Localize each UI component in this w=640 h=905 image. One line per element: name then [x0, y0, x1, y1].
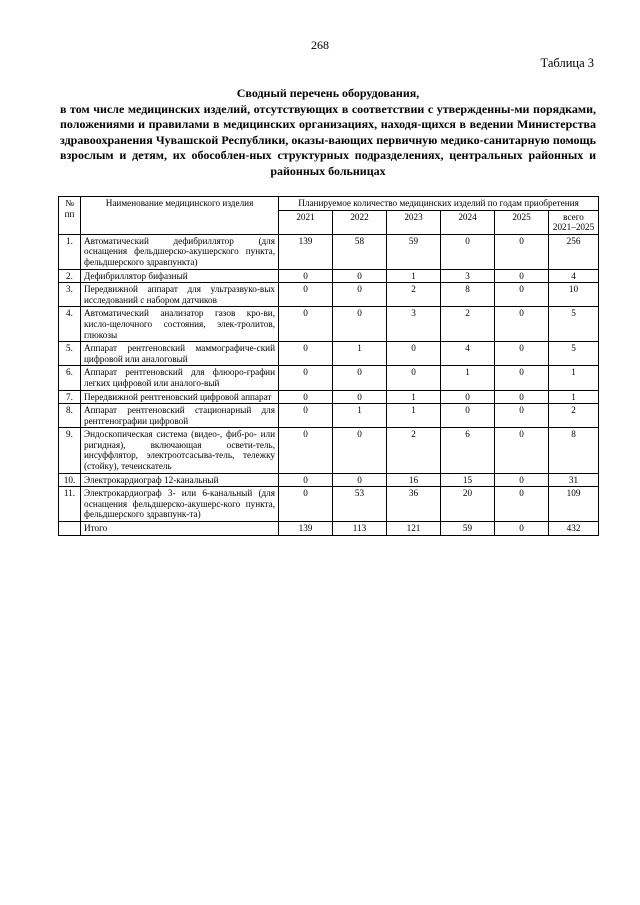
row-year-value: 0	[495, 269, 549, 283]
row-year-value: 0	[495, 404, 549, 428]
row-total-value: 10	[549, 283, 599, 307]
row-year-value: 0	[333, 283, 387, 307]
row-year-value: 0	[387, 366, 441, 390]
row-number: 3.	[59, 283, 81, 307]
row-number: 9.	[59, 428, 81, 473]
table-label: Таблица 3	[540, 56, 594, 70]
row-total-value: 109	[549, 487, 599, 522]
row-item-name: Электрокардиограф 12-канальный	[81, 473, 279, 487]
row-year-value: 0	[279, 283, 333, 307]
row-year-value: 0	[279, 307, 333, 342]
row-year-value: 6	[441, 428, 495, 473]
row-year-value: 16	[387, 473, 441, 487]
header-num: № пп	[59, 197, 81, 235]
row-number: 11.	[59, 487, 81, 522]
row-number: 10.	[59, 473, 81, 487]
row-year-value: 3	[387, 307, 441, 342]
row-year-value: 0	[279, 404, 333, 428]
equipment-table	[58, 196, 599, 536]
total-row-number	[59, 522, 81, 536]
row-year-value: 0	[333, 473, 387, 487]
row-number: 5.	[59, 342, 81, 366]
row-year-value: 53	[333, 487, 387, 522]
row-year-value: 1	[333, 404, 387, 428]
row-number: 4.	[59, 307, 81, 342]
row-total-value: 256	[549, 234, 599, 269]
row-item-name: Автоматический дефибриллятор (для оснащения фельдшерско-акушерского пункта, фельдшерского здравпункта)	[81, 234, 279, 269]
header-planned: Планируемое количество медицинских изделий по годам приобретения	[279, 197, 599, 211]
row-year-value: 0	[279, 487, 333, 522]
row-total-value: 1	[549, 390, 599, 404]
row-year-value: 1	[387, 269, 441, 283]
row-year-value: 58	[333, 234, 387, 269]
row-total-value: 8	[549, 428, 599, 473]
row-year-value: 3	[441, 269, 495, 283]
row-item-name: Аппарат рентгеновский для флюоро-графии легких цифровой или аналого-вый	[81, 366, 279, 390]
row-year-value: 2	[387, 283, 441, 307]
row-year-value: 2	[387, 428, 441, 473]
header-year: 2024	[441, 210, 495, 234]
row-item-name: Дефибриллятор бифазный	[81, 269, 279, 283]
row-number: 8.	[59, 404, 81, 428]
total-row	[59, 522, 599, 536]
row-year-value: 20	[441, 487, 495, 522]
row-year-value: 0	[333, 390, 387, 404]
row-total-value: 5	[549, 307, 599, 342]
row-year-value: 0	[279, 269, 333, 283]
row-year-value: 1	[387, 404, 441, 428]
row-year-value: 0	[495, 234, 549, 269]
row-year-value: 59	[387, 234, 441, 269]
row-year-value: 139	[279, 234, 333, 269]
row-item-name: Передвижной рентгеновский цифровой аппарат	[81, 390, 279, 404]
header-year: 2025	[495, 210, 549, 234]
row-total-value: 31	[549, 473, 599, 487]
header-year: 2023	[387, 210, 441, 234]
table-row	[59, 269, 599, 283]
row-item-name: Автоматический анализатор газов кро-ви, кисло-щелочного состояния, элек-тролитов, глюкозы	[81, 307, 279, 342]
header-year: 2021	[279, 210, 333, 234]
row-year-value: 15	[441, 473, 495, 487]
row-year-value: 0	[495, 283, 549, 307]
row-total-value: 4	[549, 269, 599, 283]
row-year-value: 1	[333, 342, 387, 366]
total-year-value: 0	[495, 522, 549, 536]
row-year-value: 0	[333, 307, 387, 342]
table-row	[59, 473, 599, 487]
page-number: 268	[311, 38, 329, 52]
row-year-value: 0	[495, 366, 549, 390]
row-number: 6.	[59, 366, 81, 390]
table-row	[59, 283, 599, 307]
row-year-value: 0	[333, 366, 387, 390]
row-year-value: 0	[495, 342, 549, 366]
row-item-name: Передвижной аппарат для ультразвуко-вых исследований с набором датчиков	[81, 283, 279, 307]
title-line-1: Сводный перечень оборудования,	[236, 86, 420, 100]
row-year-value: 0	[387, 342, 441, 366]
row-year-value: 0	[333, 269, 387, 283]
table-row	[59, 487, 599, 522]
row-year-value: 0	[495, 390, 549, 404]
table-row	[59, 366, 599, 390]
table-row	[59, 428, 599, 473]
row-total-value: 2	[549, 404, 599, 428]
document-title	[60, 86, 596, 180]
row-number: 1.	[59, 234, 81, 269]
row-year-value: 0	[333, 428, 387, 473]
row-number: 2.	[59, 269, 81, 283]
row-year-value: 0	[495, 473, 549, 487]
header-row-1	[59, 197, 599, 211]
row-year-value: 0	[441, 404, 495, 428]
row-item-name: Аппарат рентгеновский маммографиче-ский цифровой или аналоговый	[81, 342, 279, 366]
row-year-value: 0	[279, 366, 333, 390]
row-item-name: Аппарат рентгеновский стационарный для рентгенографии цифровой	[81, 404, 279, 428]
row-year-value: 0	[495, 307, 549, 342]
row-year-value: 0	[279, 473, 333, 487]
total-year-value: 113	[333, 522, 387, 536]
row-year-value: 1	[441, 366, 495, 390]
total-grand-value: 432	[549, 522, 599, 536]
row-year-value: 1	[387, 390, 441, 404]
title-rest: в том числе медицинских изделий, отсутствующих в соответствии с утвержденны-ми порядками, положениями и правилами в медицинских организациях, находя-щихся в ведении Министерства здравоохранения Чувашской Республики, оказы-вающих первичную медико-санитарную помощь взрослым и детям, их обособлен-ных структурных подразделениях, центральных районных и районных больницах	[60, 101, 596, 178]
total-year-value: 59	[441, 522, 495, 536]
total-row-label: Итого	[81, 522, 279, 536]
row-total-value: 5	[549, 342, 599, 366]
row-year-value: 0	[279, 390, 333, 404]
row-year-value: 2	[441, 307, 495, 342]
total-year-value: 121	[387, 522, 441, 536]
table-row	[59, 234, 599, 269]
row-year-value: 36	[387, 487, 441, 522]
row-year-value: 0	[279, 342, 333, 366]
row-year-value: 0	[441, 390, 495, 404]
row-year-value: 8	[441, 283, 495, 307]
table-row	[59, 342, 599, 366]
row-year-value: 0	[279, 428, 333, 473]
total-year-value: 139	[279, 522, 333, 536]
row-item-name: Электрокардиограф 3- или 6-канальный (для оснащения фельдшерско-акушерс-кого пункта, фельдшерского здравпунк-та)	[81, 487, 279, 522]
row-number: 7.	[59, 390, 81, 404]
row-total-value: 1	[549, 366, 599, 390]
row-year-value: 0	[495, 487, 549, 522]
header-name: Наименование медицинского изделия	[81, 197, 279, 235]
table-row	[59, 404, 599, 428]
table-row	[59, 307, 599, 342]
header-year: 2022	[333, 210, 387, 234]
row-year-value: 0	[495, 428, 549, 473]
table-body	[59, 234, 599, 535]
header-total: всего 2021–2025	[549, 210, 599, 234]
row-year-value: 0	[441, 234, 495, 269]
row-year-value: 4	[441, 342, 495, 366]
table-row	[59, 390, 599, 404]
row-item-name: Эндоскопическая система (видео-, фиб-ро- или ригидная), включающая освети-тель, инсуффлятор, электроотсасыва-тель, тележку (стойку), течеискатель	[81, 428, 279, 473]
